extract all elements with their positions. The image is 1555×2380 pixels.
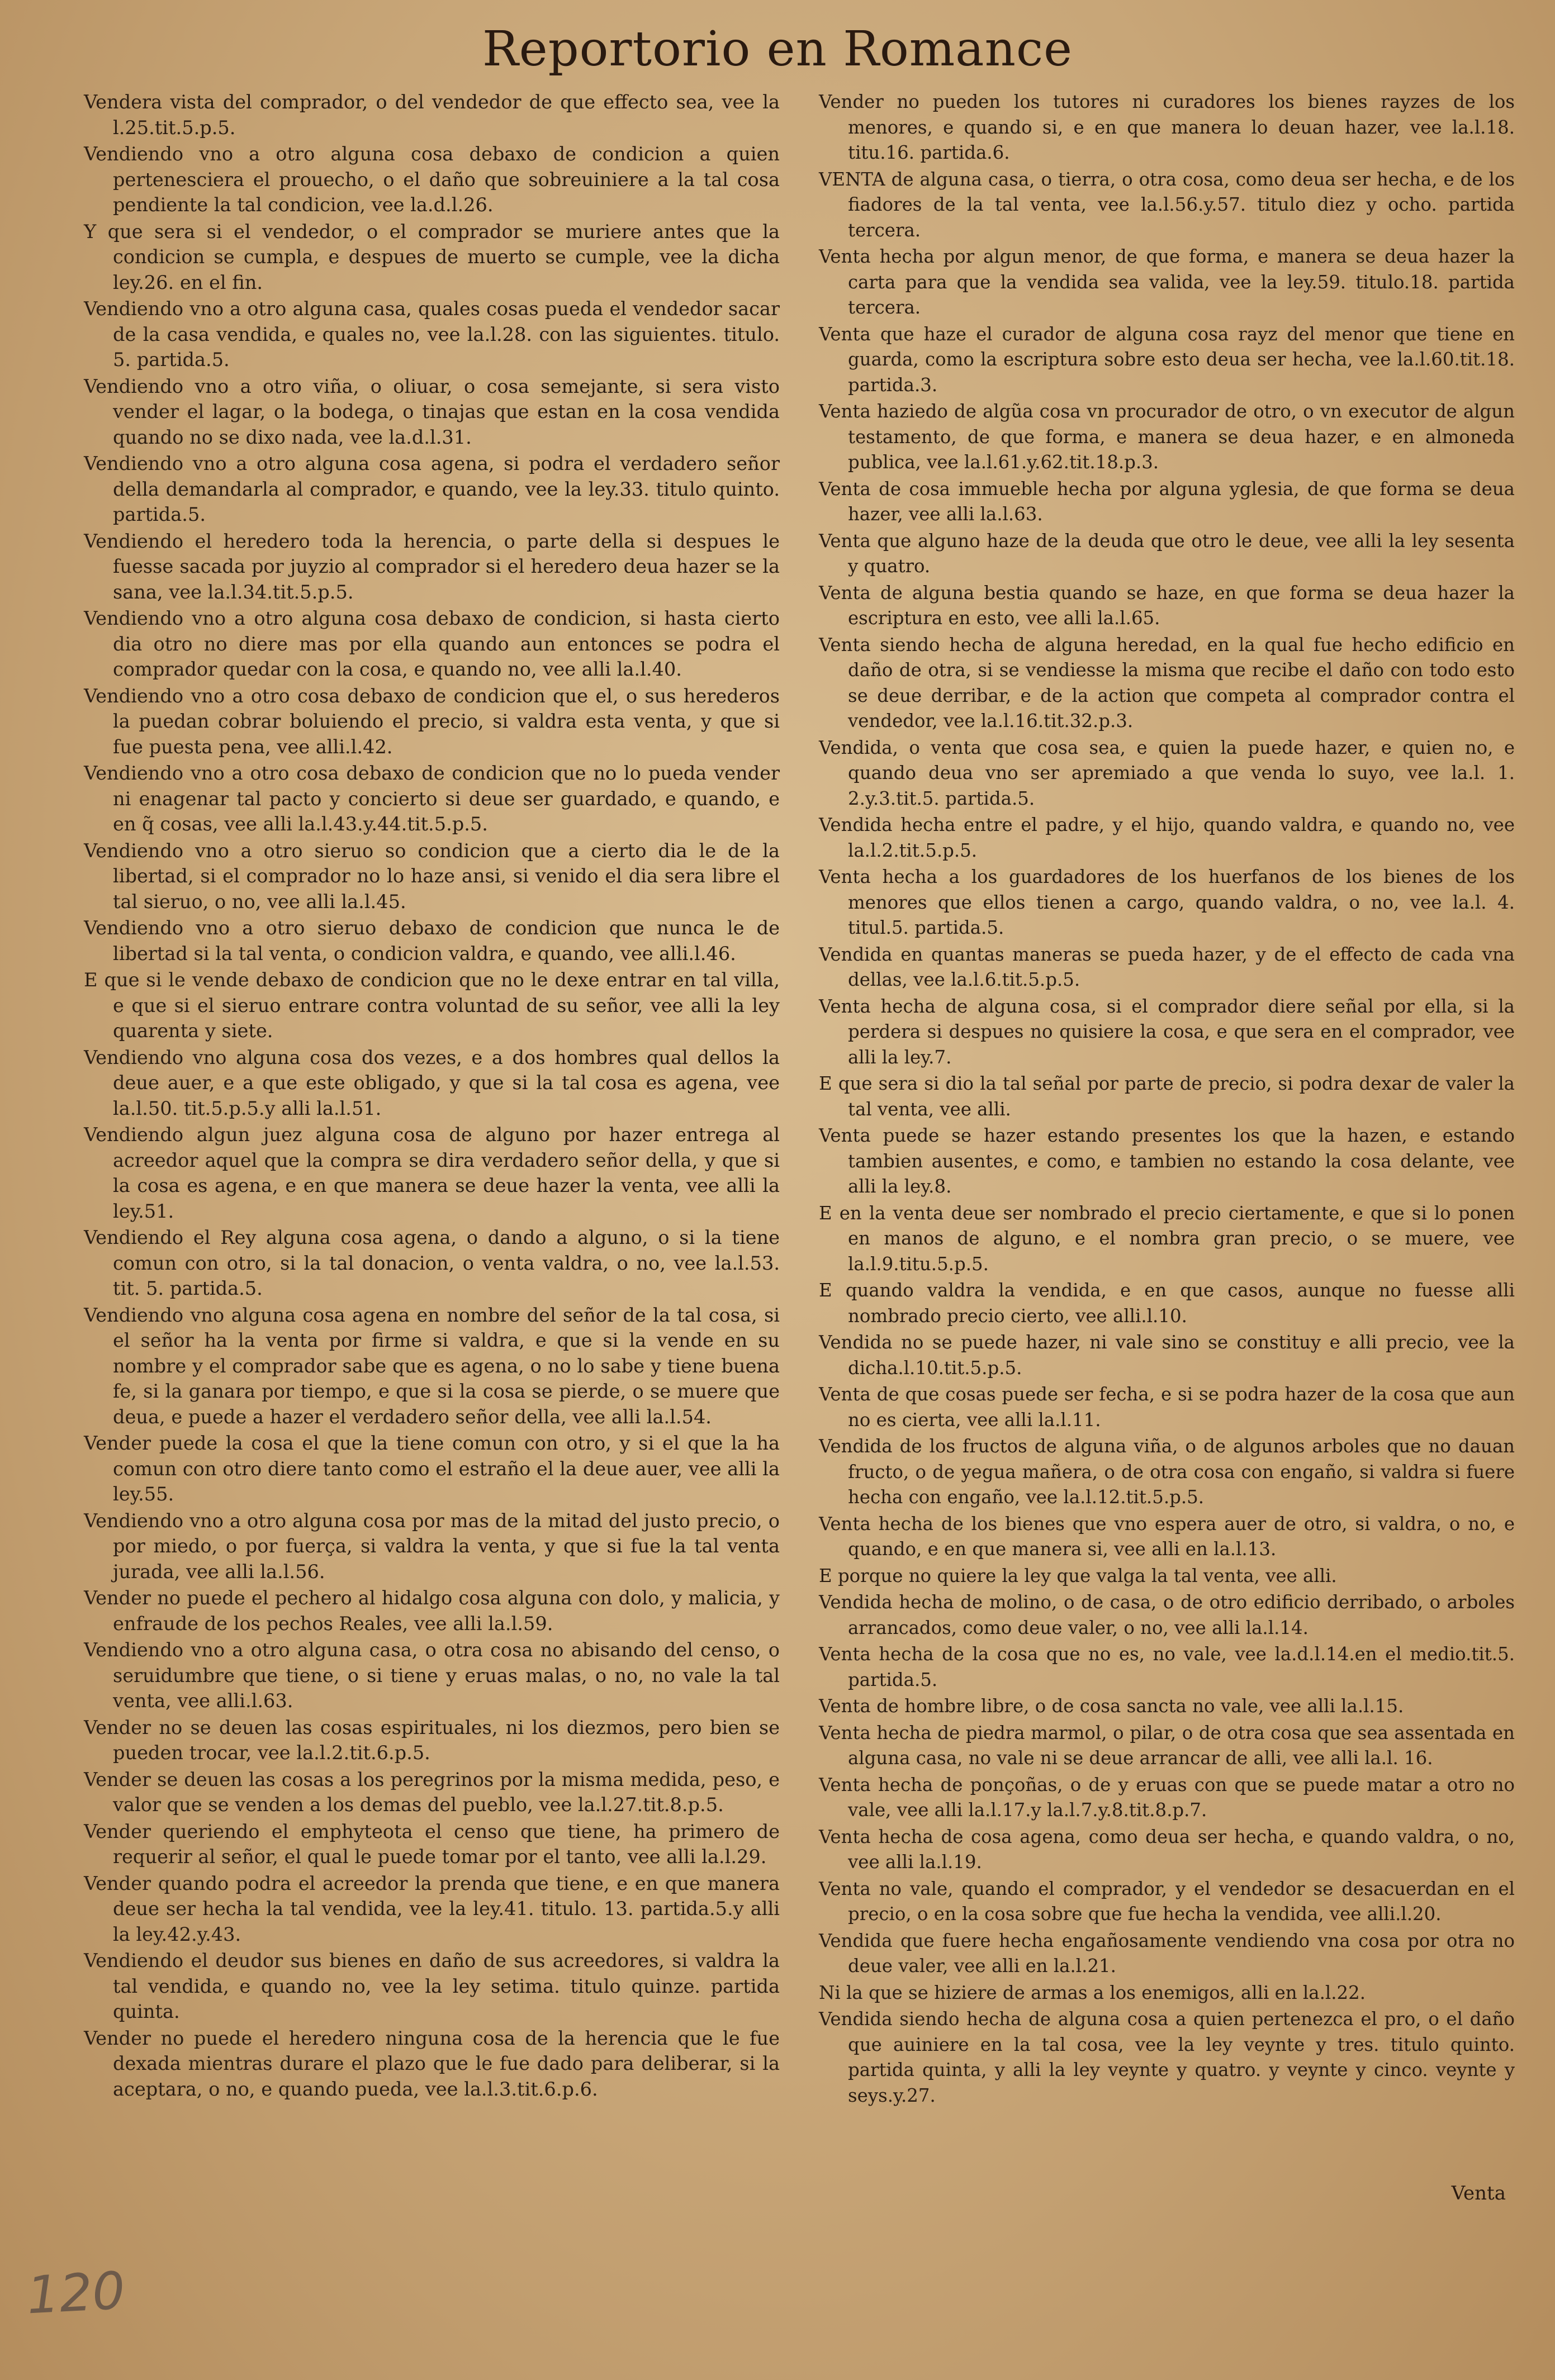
index-entry: Venta hecha de ponçoñas, o de y eruas con que se puede matar a otro no vale, vee alli la.l.17.y la.l.7.y.8.tit.8.p.7. bbox=[819, 1774, 1515, 1821]
index-entry: Venta hecha a los guardadores de los huerfanos de los bienes de los menores que ellos tienen a cargo, quando valdra, o no, vee la.l. 4. titul.5. partida.5. bbox=[819, 866, 1515, 938]
index-entry: Vendera vista del comprador, o del vendedor de que effecto sea, vee la l.25.tit.5.p.5. bbox=[84, 91, 780, 139]
text-columns bbox=[84, 89, 1515, 2246]
index-entry: Vendiendo vno a otro alguna cosa debaxo de condicion a quien pertenesciera el prouecho, o el daño que sobreuiniere a la tal cosa pendiente la tal condicion, vee la.d.l.26. bbox=[84, 143, 780, 216]
index-entry: E quando valdra la vendida, e en que casos, aunque no fuesse alli nombrado precio cierto, vee alli.l.10. bbox=[819, 1280, 1515, 1327]
page-title: Reportorio en Romance bbox=[482, 21, 1073, 77]
index-entry: VENTA de alguna casa, o tierra, o otra cosa, como deua ser hecha, e de los fiadores de la tal venta, vee la.l.56.y.57. titulo diez y ocho. partida tercera. bbox=[819, 168, 1515, 241]
index-entry: Ni la que se hiziere de armas a los enemigos, alli en la.l.22. bbox=[819, 1982, 1366, 2003]
index-entry: E que sera si dio la tal señal por parte de precio, si podra dexar de valer la tal venta, vee alli. bbox=[819, 1073, 1515, 1120]
index-entry: Venta no vale, quando el comprador, y el vendedor se desacuerdan en el precio, o en la cosa sobre que fue hecha la vendida, vee alli.l.20. bbox=[819, 1878, 1515, 1925]
index-entry: E que si le vende debaxo de condicion que no le dexe entrar en tal villa, e que si el sieruo entrare contra voluntad de su señor, vee alli la ley quarenta y siete. bbox=[84, 969, 780, 1042]
index-entry: Venta puede se hazer estando presentes los que la hazen, e estando tambien ausentes, e como, e tambien no estando la cosa delante, vee alli la ley.8. bbox=[819, 1125, 1515, 1197]
index-entry: Venta de alguna bestia quando se haze, en que forma se deua hazer la escriptura en esto, vee alli la.l.65. bbox=[819, 582, 1515, 629]
catchword: Venta bbox=[1451, 2182, 1506, 2205]
index-entry: Vendiendo vno a otro alguna cosa debaxo de condicion, si hasta cierto dia otro no diere mas por ella quando aun entonces se podra el comprador quedar con la cosa, e quando no, vee alli la.l.40. bbox=[84, 607, 780, 680]
index-entry: Venta siendo hecha de alguna heredad, en la qual fue hecho edificio en daño de otra, si se vendiesse la misma que recibe el daño con todo esto se deue derribar, e de la action que competa al comprador contra el vendedor, vee la.l.16.tit.32.p.3. bbox=[819, 634, 1515, 731]
index-entry: Venta haziedo de algũa cosa vn procurador de otro, o vn executor de algun testamento, de que forma, e manera se deua hazer, e en almoneda publica, vee la.l.61.y.62.tit.18.p.3. bbox=[819, 401, 1515, 473]
handwritten-folio-number: 120 bbox=[25, 2260, 127, 2326]
index-entry: Venta que haze el curador de alguna cosa rayz del menor que tiene en guarda, como la escriptura sobre esto deua ser hecha, vee la.l.60.tit.18. partida.3. bbox=[819, 323, 1515, 396]
index-entry: Y que sera si el vendedor, o el comprador se muriere antes que la condicion se cumpla, e despues de muerto se cumple, vee la dicha ley.26. en el fin. bbox=[84, 220, 780, 293]
index-entry: Vendiendo vno a otro alguna casa, quales cosas pueda el vendedor sacar de la casa vendida, e quales no, vee la.l.28. con las siguientes. titulo. 5. partida.5. bbox=[84, 298, 780, 370]
index-entry: Vendiendo vno a otro alguna cosa agena, si podra el verdadero señor della demandarla al comprador, e quando, vee la ley.33. titulo quinto. partida.5. bbox=[84, 453, 780, 525]
index-entry: Venta hecha de alguna cosa, si el comprador diere señal por ella, si la perdera si despues no quisiere la cosa, e que sera en el comprador, vee alli la ley.7. bbox=[819, 995, 1515, 1068]
index-entry: Venta hecha por algun menor, de que forma, e manera se deua hazer la carta para que la vendida sea valida, vee la ley.59. titulo.18. partida tercera. bbox=[819, 246, 1515, 318]
index-entry: Vender no se deuen las cosas espirituales, ni los diezmos, pero bien se pueden trocar, vee la.l.2.tit.6.p.5. bbox=[84, 1716, 780, 1764]
index-entry: Vendida siendo hecha de alguna cosa a quien pertenezca el pro, o el daño que auiniere en la tal cosa, vee la ley veynte y tres. titulo quinto. partida quinta, y alli la ley veynte y quatro. y veynte y cinco. veynte y seys.y.27. bbox=[819, 2008, 1515, 2106]
index-entry: Vendiendo vno a otro alguna cosa por mas de la mitad del justo precio, o por miedo, o por fuerça, si valdra la venta, y que si fue la tal venta jurada, vee alli la.l.56. bbox=[84, 1509, 780, 1583]
index-entry: Vendida no se puede hazer, ni vale sino se constituy e alli precio, vee la dicha.l.10.tit.5.p.5. bbox=[819, 1332, 1515, 1379]
index-entry: Vender no pueden los tutores ni curadores los bienes rayzes de los menores, e quando si, e en que manera lo deuan hazer, vee la.l.18. titu.16. partida.6. bbox=[819, 91, 1515, 163]
index-entry: Vender se deuen las cosas a los peregrinos por la misma medida, peso, e valor que se venden a los demas del pueblo, vee la.l.27.tit.8.p.5. bbox=[84, 1768, 780, 1816]
index-entry: Vender no puede el heredero ninguna cosa de la herencia que le fue dexada mientras durare el plazo que le fue dado para deliberar, si la aceptara, o no, e quando pueda, vee la.l.3.tit.6.p.6. bbox=[84, 2027, 780, 2100]
index-entry: E en la venta deue ser nombrado el precio ciertamente, e que si lo ponen en manos de alguno, e el nombra gran precio, o se muere, vee la.l.9.titu.5.p.5. bbox=[819, 1202, 1515, 1275]
index-entry: Venta hecha de piedra marmol, o pilar, o de otra cosa que sea assentada en alguna casa, no vale ni se deue arrancar de alli, vee alli la.l. 16. bbox=[819, 1722, 1515, 1769]
index-entry: Vendida en quantas maneras se pueda hazer, y de el effecto de cada vna dellas, vee la.l.6.tit.5.p.5. bbox=[819, 943, 1515, 990]
index-entry: Vendiendo el heredero toda la herencia, o parte della si despues le fuesse sacada por juyzio al comprador si el heredero deua hazer se la sana, vee la.l.34.tit.5.p.5. bbox=[84, 530, 780, 603]
index-entry: Vendiendo vno a otro sieruo so condicion que a cierto dia le de la libertad, si el comprador no lo haze ansi, si venido el dia sera libre el tal sieruo, o no, vee alli la.l.45. bbox=[84, 839, 780, 913]
index-entry: Venta hecha de los bienes que vno espera auer de otro, si valdra, o no, e quando, e en que manera si, vee alli en la.l.13. bbox=[819, 1513, 1515, 1560]
index-entry: Venta de hombre libre, o de cosa sancta no vale, vee alli la.l.15. bbox=[819, 1695, 1404, 1717]
index-entry: Vendiendo vno a otro sieruo debaxo de condicion que nunca le de libertad si la tal venta, o condicion valdra, e quando, vee alli.l.46. bbox=[84, 917, 780, 965]
index-entry: Venta hecha de cosa agena, como deua ser hecha, e quando valdra, o no, vee alli la.l.19. bbox=[819, 1826, 1515, 1873]
right-column bbox=[819, 89, 1515, 2246]
left-column bbox=[84, 89, 780, 2246]
index-entry: Vendiendo el Rey alguna cosa agena, o dando a alguno, o si la tiene comun con otro, si la tal donacion, o venta valdra, o no, vee la.l.53. tit. 5. partida.5. bbox=[84, 1227, 780, 1299]
index-entry: Vendida que fuere hecha engañosamente vendiendo vna cosa por otra no deue valer, vee alli en la.l.21. bbox=[819, 1930, 1515, 1977]
index-entry: Vendida, o venta que cosa sea, e quien la puede hazer, e quien no, e quando deua vno ser apremiado a que venda lo suyo, vee la.l. 1. 2.y.3.tit.5. partida.5. bbox=[819, 737, 1515, 809]
index-entry: Venta de cosa immueble hecha por alguna yglesia, de que forma se deua hazer, vee alli la.l.63. bbox=[819, 478, 1515, 525]
index-entry: Vendiendo algun juez alguna cosa de alguno por hazer entrega al acreedor aquel que la compra se dira verdadero señor della, y que si la cosa es agena, e en que manera se deue hazer la venta, vee alli la ley.51. bbox=[84, 1124, 780, 1222]
index-entry: Vendida de los fructos de alguna viña, o de algunos arboles que no dauan fructo, o de yegua mañera, o de otra cosa con engaño, si valdra si fuere hecha con engaño, vee la.l.12.tit.5.p.5. bbox=[819, 1436, 1515, 1508]
index-entry: Venta hecha de la cosa que no es, no vale, vee la.d.l.14.en el medio.tit.5. partida.5. bbox=[819, 1643, 1515, 1690]
index-entry: Vendida hecha de molino, o de casa, o de otro edificio derribado, o arboles arrancados, como deue valer, o no, vee alli la.l.14. bbox=[819, 1592, 1515, 1638]
index-entry: Vendiendo vno a otro viña, o oliuar, o cosa semejante, si sera visto vender el lagar, o la bodega, o tinajas que estan en la cosa vendida quando no se dixo nada, vee la.d.l.31. bbox=[84, 375, 780, 448]
index-entry: Vendida hecha entre el padre, y el hijo, quando valdra, e quando no, vee la.l.2.tit.5.p.5. bbox=[819, 814, 1515, 861]
index-entry: Vender no puede el pechero al hidalgo cosa alguna con dolo, y malicia, y enfraude de los pechos Reales, vee alli la.l.59. bbox=[84, 1587, 780, 1635]
index-entry: Vendiendo vno alguna cosa dos vezes, e a dos hombres qual dellos la deue auer, e a que este obligado, y que si la tal cosa es agena, vee la.l.50. tit.5.p.5.y alli la.l.51. bbox=[84, 1046, 780, 1119]
index-entry: Vender puede la cosa el que la tiene comun con otro, y si el que la ha comun con otro diere tanto como el estraño el la deue auer, vee alli la ley.55. bbox=[84, 1432, 780, 1505]
index-entry: Vendiendo el deudor sus bienes en daño de sus acreedores, si valdra la tal vendida, e quando no, vee la ley setima. titulo quinze. partida quinta. bbox=[84, 1950, 780, 2022]
index-entry: Vender quando podra el acreedor la prenda que tiene, e en que manera deue ser hecha la tal vendida, vee la ley.41. titulo. 13. partida.5.y alli la ley.42.y.43. bbox=[84, 1872, 780, 1945]
index-entry: Vendiendo vno alguna cosa agena en nombre del señor de la tal cosa, si el señor ha la venta por firme si valdra, e que si la vende en su nombre y el comprador sabe que es agena, o no lo sabe y tiene buena fe, si la ganara por tiempo, e que si la cosa se pierde, o se muere que deua, e puede a hazer el verdadero señor della, vee alli la.l.54. bbox=[84, 1304, 780, 1428]
index-entry: Vendiendo vno a otro alguna casa, o otra cosa no abisando del censo, o seruidumbre que tiene, o si tiene y eruas malas, o no, no vale la tal venta, vee alli.l.63. bbox=[84, 1639, 780, 1712]
index-entry: Venta de que cosas puede ser fecha, e si se podra hazer de la cosa que aun no es cierta, vee alli la.l.11. bbox=[819, 1384, 1515, 1431]
index-entry: Vendiendo vno a otro cosa debaxo de condicion que el, o sus herederos la puedan cobrar boluiendo el precio, si valdra esta venta, y que si fue puesta pena, vee alli.l.42. bbox=[84, 685, 780, 758]
index-entry: Vender queriendo el emphyteota el censo que tiene, ha primero de requerir al señor, el qual le puede tomar por el tanto, vee alli la.l.29. bbox=[84, 1820, 780, 1868]
index-entry: E porque no quiere la ley que valga la tal venta, vee alli. bbox=[819, 1565, 1337, 1586]
index-entry: Venta que alguno haze de la deuda que otro le deue, vee alli la ley sesenta y quatro. bbox=[819, 530, 1515, 577]
index-entry: Vendiendo vno a otro cosa debaxo de condicion que no lo pueda vender ni enagenar tal pacto y concierto si deue ser guardado, e quando, e en q̃ cosas, vee alli la.l.43.y.44.tit.5.p.5. bbox=[84, 762, 780, 835]
